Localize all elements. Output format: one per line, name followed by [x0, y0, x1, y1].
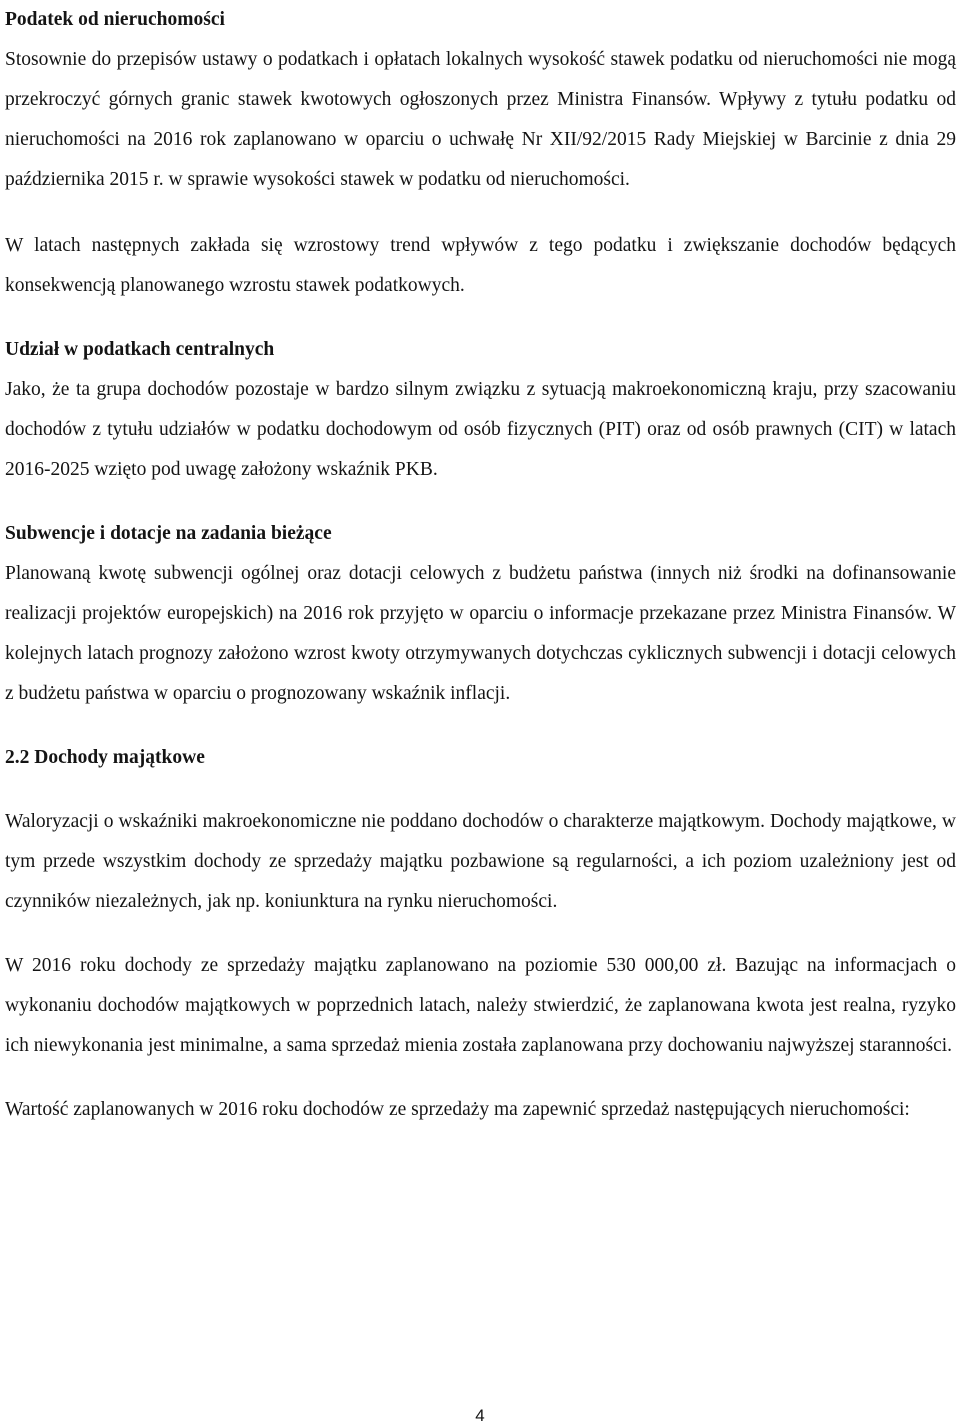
paragraph-central-taxes: Jako, że ta grupa dochodów pozostaje w bardzo silnym związku z sytuacją makroekonomiczną kraju, przy szacowaniu dochodów z tytułu udziałów w podatku dochodowym od osób fizycznych (PIT) oraz od osób prawnych (CIT) w latach 2016-2025 wzięto pod uwagę założony wskaźnik PKB.: [5, 379, 956, 480]
heading-central-taxes: Udział w podatkach centralnych: [5, 339, 275, 360]
paragraph-planned-property-sales: Wartość zaplanowanych w 2016 roku dochodów ze sprzedaży ma zapewnić sprzedaż następujących nieruchomości:: [5, 1099, 910, 1120]
paragraph-asset-sales-2016: W 2016 roku dochody ze sprzedaży majątku zaplanowano na poziomie 530 000,00 zł. Bazując na informacjach o wykonaniu dochodów majątkowych w poprzednich latach, należy stwierdzić, że zaplanowana kwota jest realna, ryzyko ich niewykonania jest minimalne, a sama sprzedaż mienia została zaplanowana przy dochowaniu najwyższej staranności.: [5, 955, 956, 1056]
heading-capital-income: 2.2 Dochody majątkowe: [5, 747, 205, 768]
spacer: [5, 778, 956, 802]
spacer: [5, 922, 956, 946]
document-page: [5, 0, 956, 1130]
paragraph-subsidies: Planowaną kwotę subwencji ogólnej oraz dotacji celowych z budżetu państwa (innych niż środki na dofinansowanie realizacji projektów europejskich) na 2016 rok przyjęto w oparciu o informacje przekazane przez Ministra Finansów. W kolejnych latach prognozy założono wzrost kwoty otrzymywanych dotychczas cyklicznych subwencji i dotacji celowych z budżetu państwa w oparciu o prognozowany wskaźnik inflacji.: [5, 563, 956, 704]
spacer: [5, 714, 956, 738]
paragraph-capital-income-indexation: Waloryzacji o wskaźniki makroekonomiczne nie poddano dochodów o charakterze majątkowym. Dochody majątkowe, w tym przede wszystkim dochody ze sprzedaży majątku pozbawione są regularności, a ich poziom uzależniony jest od czynników niezależnych, jak np. koniunktura na rynku nieruchomości.: [5, 811, 956, 912]
heading-subsidies: Subwencje i dotacje na zadania bieżące: [5, 523, 332, 544]
heading-property-tax: Podatek od nieruchomości: [5, 9, 225, 30]
spacer: [5, 200, 956, 226]
spacer: [5, 306, 956, 330]
paragraph-property-tax-trend: W latach następnych zakłada się wzrostowy trend wpływów z tego podatku i zwiększanie dochodów będących konsekwencją planowanego wzrostu stawek podatkowych.: [5, 235, 956, 296]
page-number: 4: [475, 1406, 485, 1425]
spacer: [5, 490, 956, 514]
paragraph-property-tax-rates: Stosownie do przepisów ustawy o podatkach i opłatach lokalnych wysokość stawek podatku od nieruchomości nie mogą przekroczyć górnych granic stawek kwotowych ogłoszonych przez Ministra Finansów. Wpływy z tytułu podatku od nieruchomości na 2016 rok zaplanowano w oparciu o uchwałę Nr XII/92/2015 Rady Miejskiej w Barcinie z dnia 29 października 2015 r. w sprawie wysokości stawek w podatku od nieruchomości.: [5, 49, 956, 190]
spacer: [5, 1066, 956, 1090]
